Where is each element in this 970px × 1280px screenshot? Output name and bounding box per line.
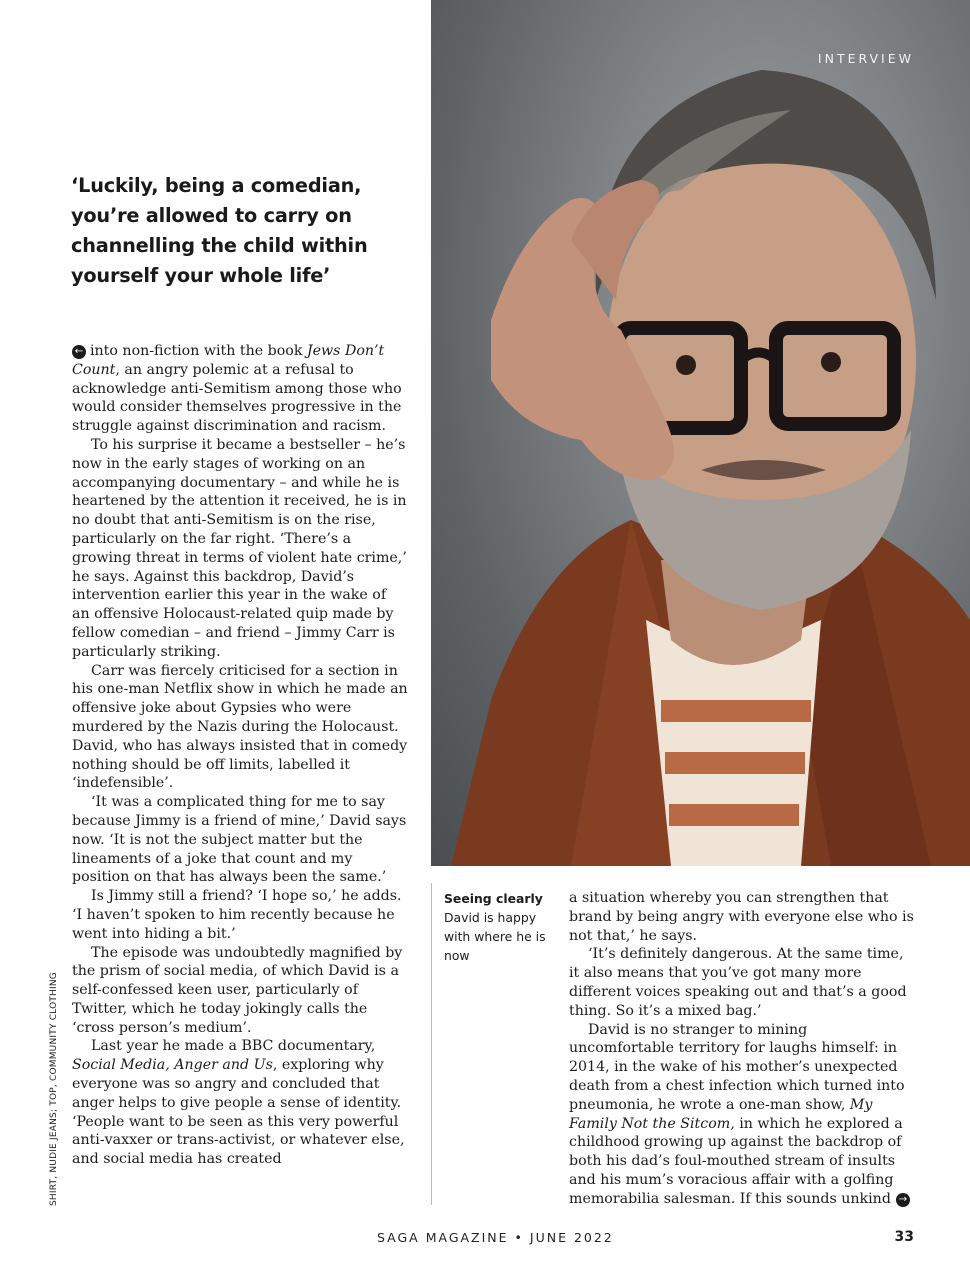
paragraph: The episode was undoubtedly magnified by the prism of social media, of which David is a self-confessed keen user, particularly of Twitter, which he today jokingly calls the ‘cross person’s medium’.	[72, 944, 403, 1036]
paragraph: ‘It was a complicated thing for me to say because Jimmy is a friend of mine,’ David says now. ‘It is not the subject matter but the lineaments of a joke that count and my position on that has always been the same.’	[72, 794, 407, 886]
paragraph: Carr was fiercely criticised for a section in his one-man Netflix show in which he made an offensive joke about Gypsies who were murdered by the Nazis during the Holocaust. David, who has always insisted that in comedy nothing should be off limits, labelled it ‘indefensible’.	[72, 662, 408, 792]
photo-caption	[444, 889, 560, 965]
arrow-left-icon: ←	[72, 345, 86, 359]
paragraph-text: in which he explored a childhood growing up against the backdrop of both his dad’s foul-mouthed stream of insults and his mum’s voracious affair with a golfing memorabilia salesman. If this sounds unkind	[569, 1115, 903, 1207]
paragraph-text: David is no stranger to mining uncomfortable territory for laughs himself: in 2014, in the wake of his mother’s unexpected death from a chest infection which turned into pneumonia, he wrote a one-man show,	[569, 1021, 905, 1113]
magazine-footer: SAGA MAGAZINE • JUNE 2022	[377, 1230, 614, 1245]
paragraph: a situation whereby you can strengthen that brand by being angry with everyone else who is not that,’ he says.	[569, 890, 914, 944]
paragraph-text: into non-fiction with the book	[90, 343, 307, 359]
caption-text: David is happy with where he is now	[444, 910, 546, 963]
column-divider	[431, 883, 432, 1205]
paragraph: To his surprise it became a bestseller – he’s now in the early stages of working on an accompanying documentary – and while he is heartened by the attention it received, he is in no doubt that anti-Semitism is on the rise, particularly on the far right. ‘There’s a growing threat in terms of violent hate crime,’ he says. Against this backdrop, David’s intervention earlier this year in the wake of an offensive Holocaust-related quip made by fellow comedian – and friend – Jimmy Carr is particularly striking.	[72, 436, 407, 660]
paragraph-text: , an angry polemic at a refusal to acknowledge anti-Semitism among those who would consider themselves progressive in the struggle against discrimination and racism.	[72, 361, 402, 435]
documentary-title: Social Media, Anger and Us	[72, 1057, 273, 1074]
paragraph-text: , exploring why everyone was so angry and concluded that anger helps to give people a sense of identity. ‘People want to be seen as this very powerful anti-vaxxer or trans-activist, or whatever else, and social media has created	[72, 1057, 405, 1168]
section-label: INTERVIEW	[817, 51, 914, 66]
pull-quote: ‘Luckily, being a comedian, you’re allowed to carry on channelling the child within yourself your whole life’	[71, 174, 368, 287]
paragraph	[72, 342, 408, 436]
book-title: Jews Don’t Count	[72, 343, 385, 378]
shirt-stripe	[665, 752, 805, 774]
paragraph: ‘It’s definitely dangerous. At the same time, it also means that you’ve got many more different voices speaking out and that’s a good thing. So it’s a mixed bag.’	[569, 946, 907, 1019]
shirt-stripe	[669, 804, 799, 826]
caption-title: Seeing clearly	[444, 891, 543, 906]
paragraph	[569, 1021, 914, 1209]
body-column-left	[72, 342, 408, 1169]
paragraph: Is Jimmy still a friend? ‘I hope so,’ he adds. ‘I haven’t spoken to him recently because he went into hiding a bit.’	[72, 888, 402, 942]
shirt-stripe	[661, 700, 811, 722]
paragraph	[72, 1037, 408, 1169]
arrow-right-icon: →	[896, 1193, 910, 1207]
eye-right	[821, 352, 841, 372]
body-column-right	[569, 889, 914, 1209]
portrait-illustration	[431, 0, 970, 866]
show-title: My Family Not the Sitcom,	[569, 1096, 873, 1132]
eye-left	[676, 355, 696, 375]
page-number: 33	[894, 1229, 914, 1245]
portrait-photo	[431, 0, 970, 866]
photo-credit: SHIRT, NUDIE JEANS; TOP, COMMUNITY CLOTHING	[49, 972, 59, 1206]
paragraph-text: Last year he made a BBC documentary,	[91, 1038, 376, 1055]
